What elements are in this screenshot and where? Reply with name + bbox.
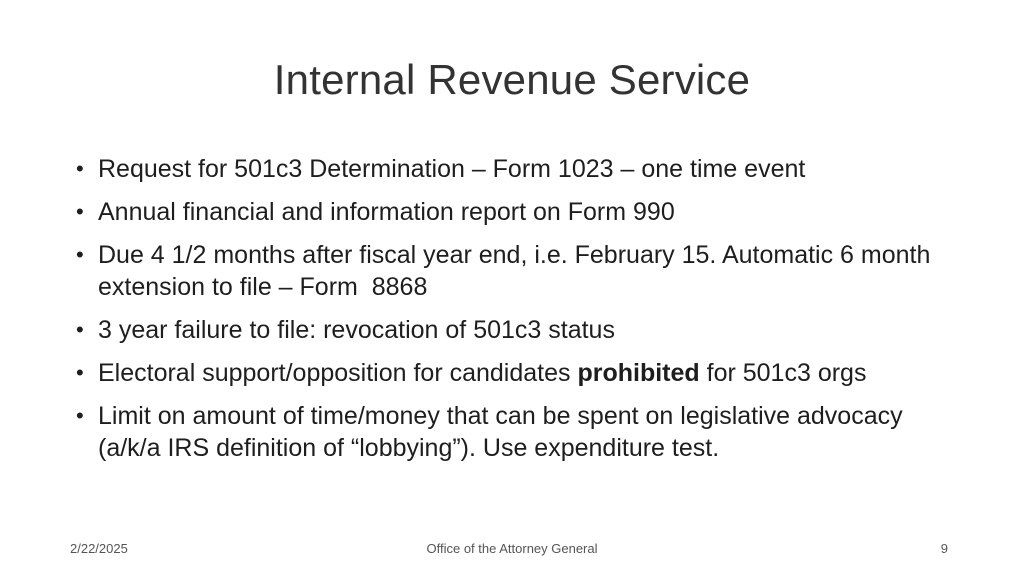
bullet-item <box>70 314 970 346</box>
page-number: 9 <box>940 541 948 556</box>
bullet-item <box>70 153 970 185</box>
bullet-item <box>70 196 970 228</box>
bullet-list <box>70 153 970 475</box>
footer-date: 2/22/2025 <box>70 541 128 556</box>
slide-title: Internal Revenue Service <box>273 56 751 103</box>
bullet-text: 3 year failure to file: revocation of 501c3 status <box>98 316 615 344</box>
bullet-icon: • <box>76 403 84 428</box>
footer-organization: Office of the Attorney General <box>426 541 598 556</box>
bullet-text: Due 4 1/2 months after fiscal year end, i.e. February 15. Automatic 6 month extension to file – Form 8868 <box>98 241 938 301</box>
bullet-icon: • <box>76 317 84 342</box>
bullet-text: Annual financial and information report on Form 990 <box>98 198 675 226</box>
bullet-text-after: for 501c3 orgs <box>699 359 867 387</box>
bullet-icon: • <box>76 360 84 385</box>
bullet-item <box>70 400 970 464</box>
bullet-text-emphasis: prohibited <box>577 359 700 387</box>
bullet-icon: • <box>76 199 84 224</box>
bullet-text: Limit on amount of time/money that can be spent on legislative advocacy (a/k/a IRS definition of “lobbying”). Use expenditure test. <box>98 402 903 462</box>
bullet-item <box>70 239 970 303</box>
bullet-item <box>70 357 970 389</box>
bullet-text-before: Electoral support/opposition for candidates <box>98 359 578 387</box>
bullet-icon: • <box>76 242 84 267</box>
bullet-text: Request for 501c3 Determination – Form 1023 – one time event <box>98 155 806 183</box>
bullet-icon: • <box>76 156 84 181</box>
